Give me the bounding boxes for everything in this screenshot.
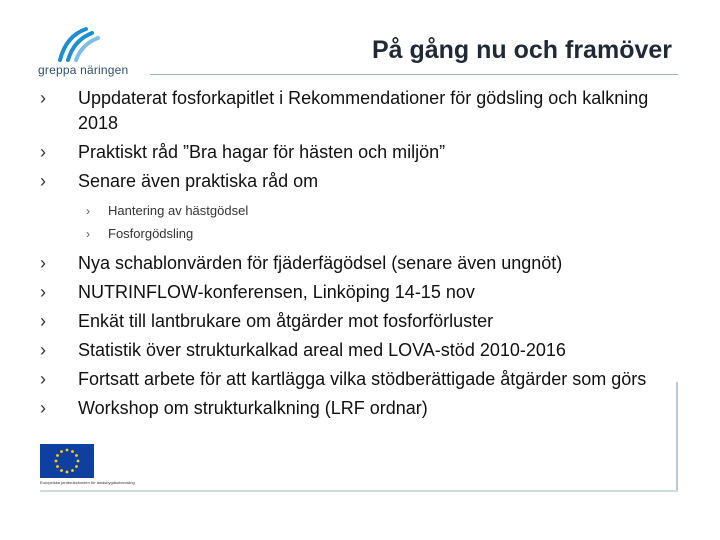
sub-list-item: [40, 225, 680, 243]
eu-logo: [40, 444, 135, 490]
title-divider: [150, 74, 678, 75]
eu-star-icon: [60, 469, 63, 472]
logo-text: greppa näringen: [38, 63, 129, 77]
list-item: [40, 338, 680, 363]
eu-flag-icon: [40, 444, 94, 478]
eu-star-icon: [77, 460, 80, 463]
list-item: [40, 140, 680, 165]
bullet-marker: ›: [40, 88, 46, 108]
list-item: [40, 86, 680, 136]
bullet-marker: ›: [86, 227, 90, 241]
list-item: [40, 367, 680, 392]
bullet-marker: ›: [40, 340, 46, 360]
eu-star-icon: [60, 450, 63, 453]
list-item-text: Nya schablonvärden för fjäderfägödsel (senare även ungnöt): [78, 253, 563, 273]
sub-list-item-text: Fosforgödsling: [108, 226, 194, 241]
list-item: [40, 396, 680, 421]
eu-star-icon: [75, 454, 78, 457]
frame-edge-bottom: [40, 490, 678, 492]
list-item-text: Uppdaterat fosforkapitlet i Rekommendationer för gödsling och kalkning 2018: [78, 88, 649, 133]
list-item: [40, 251, 680, 276]
frame-edge-right: [676, 382, 678, 492]
eu-star-icon: [75, 465, 78, 468]
eu-star-icon: [66, 471, 69, 474]
list-item-text: Fortsatt arbete för att kartlägga vilka stödberättigade åtgärder som görs: [78, 369, 647, 389]
bullet-marker: ›: [40, 282, 46, 302]
list-item: [40, 309, 680, 334]
list-item: [40, 169, 680, 194]
sub-list-item: [40, 202, 680, 220]
list-item-text: Enkät till lantbrukare om åtgärder mot fosforförluster: [78, 311, 494, 331]
list-item-text: Statistik över strukturkalkad areal med LOVA-stöd 2010-2016: [78, 340, 566, 360]
sub-bullet-list: [40, 202, 680, 243]
bullet-marker: ›: [40, 142, 46, 162]
bullet-marker: ›: [40, 253, 46, 273]
sub-list-item-text: Hantering av hästgödsel: [108, 203, 249, 218]
bullet-marker: ›: [86, 204, 90, 218]
eu-star-icon: [56, 454, 59, 457]
eu-star-icon: [66, 449, 69, 452]
page-title: På gång nu och framöver: [371, 36, 672, 64]
list-item: [40, 280, 680, 305]
eu-star-icon: [71, 469, 74, 472]
bullet-marker: ›: [40, 171, 46, 191]
eu-star-icon: [71, 450, 74, 453]
list-item-text: Praktiskt råd ”Bra hagar för hästen och miljön”: [78, 142, 446, 162]
eu-star-icon: [56, 465, 59, 468]
list-item-text: Workshop om strukturkalkning (LRF ordnar): [78, 398, 428, 418]
bullet-marker: ›: [40, 311, 46, 331]
eu-star-icon: [55, 460, 58, 463]
list-item-text: Senare även praktiska råd om: [78, 171, 319, 191]
eu-logo-caption: Europeiska jordbruksfonden för landsbygdsutveckling: [40, 480, 135, 485]
bullet-list: [40, 86, 680, 425]
list-item-text: NUTRINFLOW-konferensen, Linköping 14-15 nov: [78, 282, 475, 302]
bullet-marker: ›: [40, 369, 46, 389]
greppa-naringen-logo: [38, 26, 148, 78]
logo-mark-icon: [56, 26, 106, 62]
bullet-marker: ›: [40, 398, 46, 418]
